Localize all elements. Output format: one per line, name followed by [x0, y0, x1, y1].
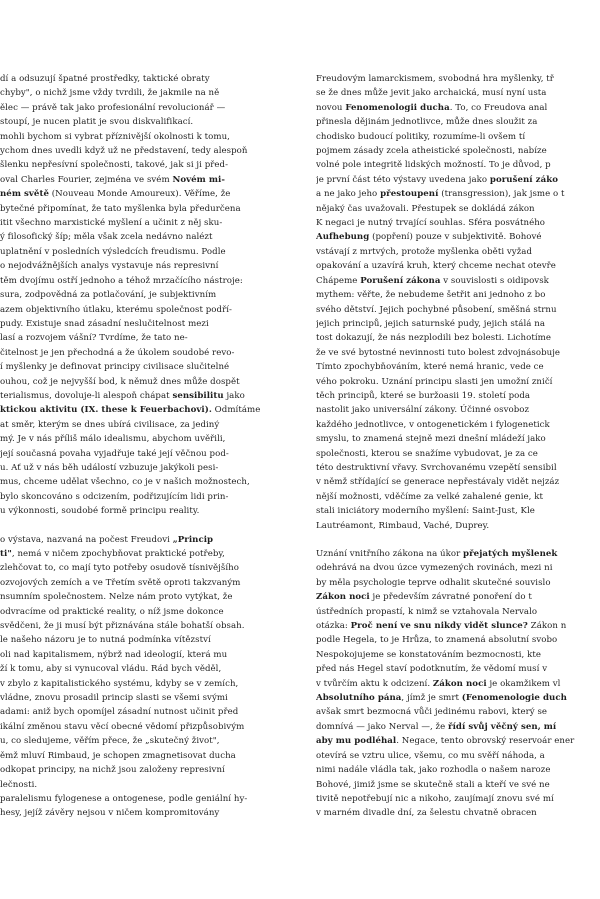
text-run: ěmž mluví Rimbaud, je schopen zmagnetisovat ducha [0, 750, 236, 761]
text-line [316, 590, 600, 604]
text-run: šlenku nepřesívní společnosti, takové, jak si ji před- [0, 160, 229, 171]
text-line [316, 187, 600, 201]
text-line [0, 590, 290, 604]
text-run: le našeho názoru je to nutná podmínka vítězství [0, 635, 211, 646]
text-run: je první část této výstavy uvedena jako [316, 174, 490, 185]
text-line [316, 792, 600, 806]
text-run: novou [316, 102, 346, 113]
text-line [0, 806, 290, 820]
bold-text-run: ti" [0, 549, 12, 559]
text-line [316, 806, 600, 820]
text-line [0, 403, 290, 417]
text-line [316, 303, 600, 317]
text-run: Bohové, jimiž jsme se skutečně stali a kteří ve své ne [316, 779, 550, 790]
text-run: Zákon n [527, 621, 567, 632]
text-run: nější možnosti, vděčíme za velké zahalené genie, kt [316, 491, 544, 502]
bold-text-run: přejatých myšlenek [463, 549, 558, 559]
text-run: mohli bychom si vybrat příznivější okolnosti k tomu, [0, 131, 230, 142]
text-line [316, 576, 600, 590]
text-run: svědčeni, že ji musí být přiznávána stále bohatší obsah. [0, 621, 245, 632]
text-run: vládne, znovu prosadil princip slasti se všemi svými [0, 693, 228, 704]
text-run: v tvůrčím aktu k odcizení. [316, 678, 433, 689]
text-line [316, 633, 600, 647]
text-line [316, 389, 600, 403]
text-line [316, 418, 600, 432]
text-run: podle Hegela, to je Hrůza, to znamená absolutní svobo [316, 635, 558, 646]
text-line [316, 619, 600, 633]
text-line [0, 230, 290, 244]
text-run: přinesla dějinám jednotlivce, může dnes sloužit za [316, 117, 538, 128]
text-line [0, 288, 290, 302]
text-run: avšak smrt bezmocná vůči jedinému rabovi, který se [316, 707, 548, 718]
text-run: nimi nadále vládla tak, jako rozhodla o našem naroze [316, 765, 551, 776]
bold-text-run: (Fenomenologie duch [461, 693, 567, 704]
text-line [316, 115, 600, 129]
text-line [0, 432, 290, 446]
text-line [0, 317, 290, 331]
text-line [316, 259, 600, 273]
text-run: ychom dnes uvedli když už ne představení, tedy alespoň [0, 146, 248, 157]
text-line [316, 432, 600, 446]
text-run: této destruktivní vřavy. Svrchovanému vzepětí sensibil [316, 462, 557, 473]
text-run: odehrává na dvou úzce vymezených rovinách, mezi ni [316, 563, 553, 574]
text-line [316, 360, 600, 374]
text-line [316, 158, 600, 172]
text-run: (Nouveau Monde Amoureux). Věříme, že [49, 189, 231, 200]
text-line [316, 230, 600, 244]
text-line [0, 461, 290, 475]
text-line [316, 691, 600, 705]
text-run: chyby", o nichž jsme vždy tvrdili, že jakmile na ně [0, 88, 220, 99]
text-line [316, 72, 600, 86]
text-line [0, 504, 290, 518]
text-run: se že dnes může jevit jako archaická, musí nyní usta [316, 88, 547, 99]
text-run: azem objektivního útlaku, kterému společnost podří- [0, 304, 232, 315]
paragraph-break [316, 533, 600, 547]
text-line [316, 778, 600, 792]
text-line [0, 447, 290, 461]
text-line [316, 763, 600, 777]
text-run: í myšlenky je definovat principy civilisace slučitelné [0, 362, 230, 373]
bold-text-run: aby mu podléhal [316, 736, 397, 747]
text-run: že ve své bytostné nevinnosti tuto bolest zdvojnásobuje [316, 347, 561, 358]
text-line [316, 216, 600, 230]
text-run: smyslu, to znamená stejně mezi dnešní mládeží jako [316, 434, 546, 445]
text-run: tost dokazují, že nás nezplodili bez bolesti. Lichotíme [316, 333, 551, 344]
text-line [316, 677, 600, 691]
text-run: těch principů, které se buržoasii 19. století poda [316, 390, 531, 401]
text-run: at směr, kterým se dnes ubírá civilisace, za jediný [0, 419, 220, 430]
text-line [0, 418, 290, 432]
bold-text-run: řídí svůj věčný sen, mí [448, 721, 557, 732]
text-line [316, 375, 600, 389]
text-line [0, 303, 290, 317]
text-line [316, 317, 600, 331]
text-run: každého jednotlivce, v ontogenetickém i fylogenetick [316, 419, 550, 430]
text-run: (popření) pouze v subjektivitě. Bohové [369, 232, 542, 243]
text-line [316, 245, 600, 259]
text-run: lečnosti. [0, 779, 38, 790]
text-line [0, 792, 290, 806]
text-line [0, 547, 290, 561]
text-run: vého pokroku. Uznání principu slasti jen umožní zničí [316, 376, 553, 387]
text-run: ý filosofický šíp; měla však zcela nedávno nalézt [0, 232, 213, 243]
text-line [316, 288, 600, 302]
text-run: v zbylo z kapitalistického systému, kdyby se v zemích, [0, 678, 239, 689]
text-run: jejich principů, jejich saturnské pudy, jejich stálá na [316, 318, 545, 329]
text-run: v marném divadle dní, za šelestu chvatně obracen [316, 808, 537, 819]
text-run: Lautréamont, Rimbaud, Vaché, Duprey. [316, 520, 490, 531]
right-text-column [316, 72, 600, 821]
text-run: , nemá v ničem zpochybňovat praktické potřeby, [11, 549, 225, 559]
text-run: ělec — právě tak jako profesionální revolucionář — [0, 102, 226, 113]
text-run: bylo skoncováno s odcizením, podřizujícím lidi prin- [0, 491, 229, 502]
text-run: (transgression), jak jsme o t [438, 189, 565, 200]
text-line [0, 245, 290, 259]
text-run: bytečné připomínat, že tato myšlenka byla předurčena [0, 203, 241, 214]
text-run: mý. Je v nás příliš málo idealismu, abychom uvěřili, [0, 434, 226, 445]
text-line [0, 705, 290, 719]
text-line [316, 101, 600, 115]
text-run: terialismus, dovoluje-li alespoň chápat [0, 390, 173, 401]
text-line [316, 86, 600, 100]
text-line [0, 475, 290, 489]
text-line [316, 648, 600, 662]
text-line [0, 216, 290, 230]
text-line [0, 662, 290, 676]
bold-text-run: Proč není ve snu nikdy vidět slunce? [350, 621, 528, 632]
text-run: před nás Hegel staví podotknutím, že vědomí musí v [316, 664, 548, 675]
text-line [0, 633, 290, 647]
text-run: a ne jako jeho [316, 189, 381, 200]
text-run: vstávají z mrtvých, protože myšlenka oběti vyžad [316, 246, 533, 257]
text-run: by měla psychologie teprve odhalit skutečné souvislo [316, 577, 551, 588]
text-line [316, 447, 600, 461]
text-run: otevírá se vztru ulice, všemu, co mu svěří náhoda, a [316, 750, 545, 761]
text-line [316, 734, 600, 748]
text-run: Nespokojujeme se konstatováním bezmocnosti, kte [316, 649, 542, 660]
bold-text-run: ném světě [0, 189, 49, 200]
text-run: ží k tomu, aby si vynucoval vládu. Rád bych věděl, [0, 664, 222, 675]
text-line [0, 389, 290, 403]
text-line [316, 403, 600, 417]
text-line [0, 734, 290, 748]
text-run: její současná povaha vyjadřuje také její věčnou pod- [0, 448, 229, 459]
bold-text-run: přestoupení [380, 189, 439, 200]
text-line [0, 648, 290, 662]
text-run: ozvojových zemích a ve Třetím světě oproti takzvaným [0, 577, 241, 588]
text-run: Chápeme [316, 275, 361, 286]
text-line [0, 274, 290, 288]
text-run: volné pole integritě lidských možností. To je důvod, p [316, 160, 551, 171]
text-line [0, 533, 290, 547]
text-run: dí a odsuzují špatné prostředky, taktické obraty [0, 74, 210, 84]
text-run: u. Ať už v nás běh událostí vzbuzuje jakýkoli pesi- [0, 462, 219, 473]
text-line [316, 561, 600, 575]
bold-text-run: sensibilitu [172, 390, 224, 401]
text-line [0, 158, 290, 172]
text-line [0, 86, 290, 100]
text-line [316, 720, 600, 734]
text-run: odvracíme od praktické reality, o níž jsme dokonce [0, 606, 224, 617]
text-run: ouhou, což je nejvyšší bod, k němuž dnes může dospět [0, 376, 240, 387]
text-line [0, 187, 290, 201]
bold-text-run: Fenomenologii ducha [345, 102, 450, 113]
text-line [0, 360, 290, 374]
text-run: nsumním společnostem. Nelze nám proto vytýkat, že [0, 592, 233, 603]
text-line [0, 749, 290, 763]
bold-text-run: porušení záko [489, 174, 559, 185]
text-line [316, 173, 600, 187]
bold-text-run: „Princip [172, 534, 214, 545]
text-run: adami: aniž bych opomíjel zásadní nutnost učinit před [0, 707, 239, 718]
text-run: chodisko budoucí politiky, rozumíme-li ovšem tí [316, 131, 526, 142]
text-run: oli nad kapitalismem, nýbrž nad ideologií, která mu [0, 649, 228, 660]
text-run: o nejodvážnějších analys vystavuje nás represivní [0, 261, 219, 272]
text-line [316, 705, 600, 719]
text-line [316, 504, 600, 518]
text-line [316, 130, 600, 144]
text-line [316, 475, 600, 489]
text-run: o výstava, nazvaná na počest Freudovi [0, 534, 173, 545]
paragraph-break [0, 519, 290, 533]
text-line [316, 144, 600, 158]
text-line [0, 375, 290, 389]
text-run: uplatnění v posledních výsledcích freudismu. Podle [0, 246, 226, 257]
text-line [0, 173, 290, 187]
text-run: itit všechno marxistické myšlení a učinit z něj sku- [0, 218, 223, 229]
text-run: Odmítáme [211, 405, 261, 416]
text-run: Tímto zpochybňováním, které nemá hranic, vede ce [316, 362, 544, 373]
bold-text-run: ktickou aktivitu (IX. these k Feuerbachovi). [0, 405, 212, 416]
text-line [316, 346, 600, 360]
text-run: nastolit jako universální zákony. Účinné osvoboz [316, 405, 530, 416]
text-run: Freudovým lamarckismem, svobodná hra myšlenky, tř [316, 74, 554, 84]
text-line [0, 576, 290, 590]
text-run: paralelismu fylogenese a ontogenese, podle geniální hy- [0, 793, 248, 804]
text-line [316, 331, 600, 345]
bold-text-run: Aufhebung [316, 232, 370, 243]
text-line [0, 720, 290, 734]
text-run: ikální změnou stavu věcí obecné vědomí přizpůsobivým [0, 721, 245, 732]
text-run: jako [223, 390, 245, 401]
text-run: odkopat principy, na nichž jsou založeny represivní [0, 765, 225, 776]
text-line [316, 202, 600, 216]
text-line [0, 346, 290, 360]
text-run: sura, zodpovědná za potlačování, je subjektivním [0, 290, 217, 301]
text-line [0, 561, 290, 575]
text-run: nějaký čas uvažovali. Přestupek se dokládá zákon [316, 203, 535, 214]
text-line [0, 691, 290, 705]
text-line [316, 749, 600, 763]
text-line [316, 274, 600, 288]
text-run: oval Charles Fourier, zejména ve svém [0, 174, 173, 185]
text-line [0, 259, 290, 273]
text-line [0, 72, 290, 86]
text-run: lasí a rozvojem vášní? Tvrdíme, že tato ne- [0, 333, 188, 344]
text-line [0, 144, 290, 158]
text-line [0, 331, 290, 345]
text-line [0, 115, 290, 129]
bold-text-run: Zákon noci [316, 592, 370, 603]
text-line [0, 763, 290, 777]
text-line [0, 677, 290, 691]
text-line [0, 130, 290, 144]
text-line [0, 490, 290, 504]
text-run: v souvislosti s oidipovsk [440, 275, 549, 286]
text-run: mus, chceme udělat všechno, co je v našich možnostech, [0, 477, 250, 488]
text-run: mythem: věřte, že nebudeme šetřit ani jednoho z bo [316, 290, 546, 301]
text-run: ústředních propastí, k nimž se vztahovala Nervalo [316, 606, 538, 617]
text-run: je především závratné ponoření do t [369, 592, 532, 603]
left-text-column [0, 72, 290, 821]
text-line [0, 101, 290, 115]
text-run: stali iniciátory moderního myšlení: Saint-Just, Kle [316, 506, 535, 517]
text-run: v němž střídající se generace nepřestávaly vidět nejzáz [316, 477, 560, 488]
text-line [316, 490, 600, 504]
text-run: stoupí, je nucen platit je svou diskvalifikací. [0, 117, 194, 128]
text-run: . Negace, tento obrovský reservoár ener [396, 736, 575, 747]
text-run: tivitě nepotřebují nic a nikoho, zaujímají znovu své mí [316, 793, 554, 804]
text-run: domnívá — jako Nerval —, že [316, 721, 449, 732]
text-run: u, co sledujeme, věřím přece, že „skutečný život", [0, 736, 220, 747]
text-run: zlehčovat to, co mají tyto potřeby osudově tísnivějšího [0, 563, 239, 574]
text-run: je okamžikem vl [486, 678, 561, 689]
text-run: otázka: [316, 621, 351, 632]
text-line [316, 662, 600, 676]
text-run: hesy, jejíž závěry nejsou v ničem kompromitovány [0, 808, 220, 819]
text-run: . To, co Freudova anal [449, 102, 548, 113]
text-run: Uznání vnitřního zákona na úkor [316, 549, 464, 559]
text-line [316, 547, 600, 561]
text-line [316, 605, 600, 619]
text-run: K negaci je nutný trvající souhlas. Sféra posvátného [316, 218, 546, 229]
text-run: opakování a uzavírá kruh, který chceme nechat otevře [316, 261, 556, 272]
bold-text-run: Novém mi- [172, 174, 225, 185]
text-run: , jímž je smrt [401, 693, 462, 704]
text-run: u výkonnosti, soudobé formě principu reality. [0, 506, 200, 517]
text-run: společnosti, kterou se snažíme vybudovat, je za ce [316, 448, 538, 459]
text-run: pojmem zásady zcela atheistické společnosti, nabíze [316, 146, 547, 157]
text-line [0, 605, 290, 619]
text-line [316, 461, 600, 475]
text-line [0, 619, 290, 633]
bold-text-run: Zákon noci [432, 678, 487, 689]
text-line [316, 519, 600, 533]
text-run: čitelnost je jen přechodná a že úkolem soudobé revo- [0, 347, 235, 358]
text-run: svého dětství. Jejich pochybné působení, směšná strnu [316, 304, 557, 315]
text-line [0, 202, 290, 216]
text-run: těm dvojímu ostří jednoho a téhož mrzačícího nástroje: [0, 275, 243, 286]
text-line [0, 778, 290, 792]
bold-text-run: Porušení zákona [360, 275, 441, 286]
bold-text-run: Absolutního pána [316, 693, 402, 704]
text-run: pudy. Existuje snad zásadní neslučitelnost mezi [0, 318, 209, 329]
